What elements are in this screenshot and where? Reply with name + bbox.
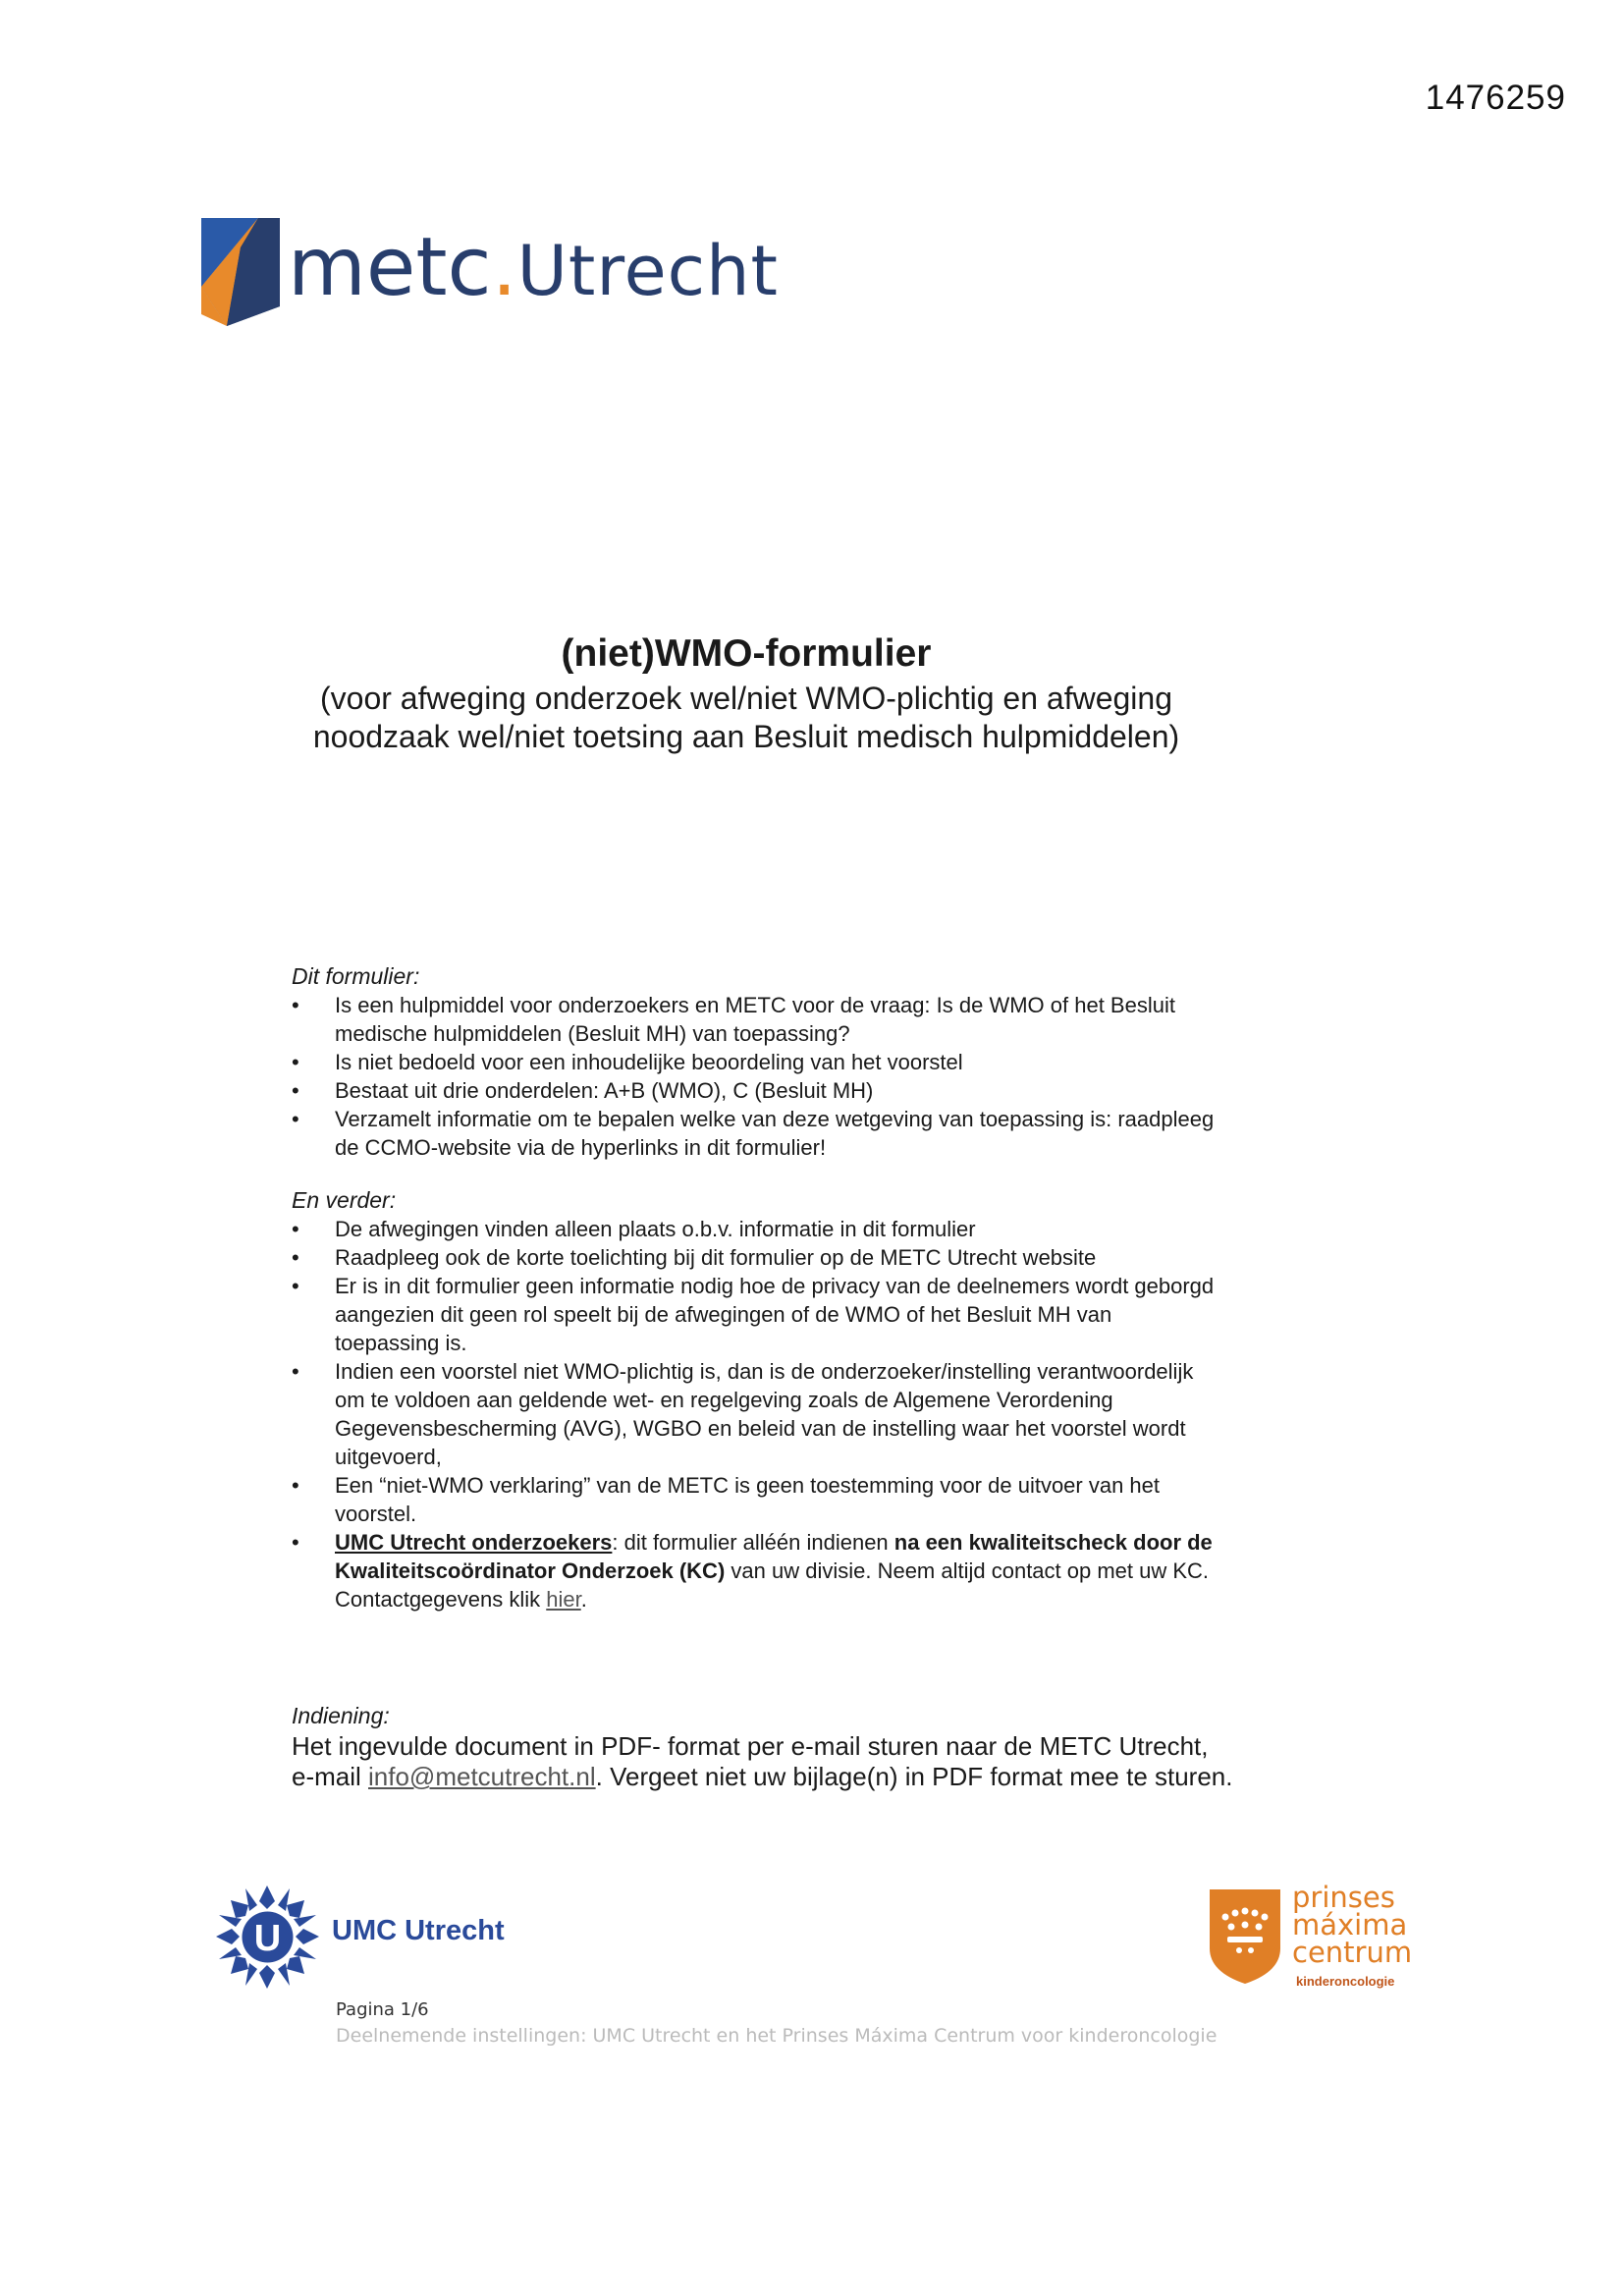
document-subtitle: (voor afweging onderzoek wel/niet WMO-plichtig en afweging noodzaak wel/niet toetsing aan Besluit medisch hulpmiddelen) <box>312 681 1180 754</box>
list-item: • Indien een voorstel niet WMO-plichtig is, dan is de onderzoeker/instelling verantwoordelijk om te voldoen aan geldende wet- en regelgeving zoals de Algemene Verordening Gegevensbescherming (AVG), WGBO en beleid van de instelling waar het voorstel wordt uitgevoerd, <box>292 1357 1215 1471</box>
list-item: • Bestaat uit drie onderdelen: A+B (WMO), C (Besluit MH) <box>292 1076 1215 1105</box>
bullet-list <box>292 991 1215 1162</box>
section-heading: Dit formulier: <box>292 963 420 989</box>
umc-onderzoekers-label: UMC Utrecht onderzoekers <box>335 1530 613 1555</box>
metc-logo-text: metc.Utrecht <box>288 221 779 314</box>
section-heading: Indiening: <box>292 1703 390 1728</box>
prinses-maxima-logo-text: prinses máxima centrum <box>1292 1881 1413 1969</box>
indiening-text: Het ingevulde document in PDF- format per e-mail sturen naar de METC Utrecht, e-mail info@metcutrecht.nl. Vergeet niet uw bijlage(n) in PDF format mee te sturen. <box>292 1731 1233 1791</box>
umc-utrecht-logo-mark-icon <box>216 1886 319 1989</box>
document-id: 1476259 <box>1425 79 1566 117</box>
footer-note: Deelnemende instellingen: UMC Utrecht en het Prinses Máxima Centrum voor kinderoncologie <box>336 2025 1218 2047</box>
bullet-list <box>292 1215 1215 1613</box>
list-item: • Is niet bedoeld voor een inhoudelijke beoordeling van het voorstel <box>292 1048 1215 1076</box>
prinses-maxima-crown-mark-icon <box>1210 1889 1280 1984</box>
title-block <box>0 629 1492 756</box>
document-title: (niet)WMO-formulier <box>561 632 932 675</box>
section-heading: En verder: <box>292 1187 397 1213</box>
list-item: • Een “niet-WMO verklaring” van de METC is geen toestemming voor de uitvoer van het voorstel. <box>292 1471 1215 1528</box>
section-indiening <box>292 1701 1234 1792</box>
prinses-maxima-centrum-logo <box>1210 1881 1445 1997</box>
section-en-verder <box>292 1186 1215 1613</box>
metc-utrecht-logo <box>201 214 790 332</box>
list-item-umc: • UMC Utrecht onderzoekers: dit formulier alléén indienen na een kwaliteitscheck door de Kwaliteitscoördinator Onderzoek (KC) van uw divisie. Neem altijd contact op met uw KC. Contactgegevens klik hier. <box>292 1528 1215 1613</box>
page-number: Pagina 1/6 <box>336 1999 429 2020</box>
section-dit-formulier <box>292 962 1215 1162</box>
list-item: • Er is in dit formulier geen informatie nodig hoe de privacy van de deelnemers wordt geborgd aangezien dit geen rol speelt bij de afwegingen of de WMO of het Besluit MH van toepassing is. <box>292 1272 1215 1357</box>
prinses-maxima-logo-subtext: kinderoncologie <box>1296 1974 1395 1989</box>
svg-text:U: U <box>253 1918 282 1959</box>
umc-utrecht-logo <box>216 1886 530 1994</box>
umc-utrecht-logo-text: UMC Utrecht <box>332 1915 505 1946</box>
metc-logo-mark-icon <box>201 218 280 326</box>
list-item: • De afwegingen vinden alleen plaats o.b.v. informatie in dit formulier <box>292 1215 1215 1243</box>
list-item: • Raadpleeg ook de korte toelichting bij dit formulier op de METC Utrecht website <box>292 1243 1215 1272</box>
contact-link[interactable]: hier <box>546 1587 581 1612</box>
kc-check-text: na een kwaliteitscheck door de Kwaliteitscoördinator Onderzoek (KC) <box>335 1530 1213 1583</box>
list-item: • Verzamelt informatie om te bepalen welke van deze wetgeving van toepassing is: raadpleeg de CCMO-website via de hyperlinks in dit formulier! <box>292 1105 1215 1162</box>
email-link[interactable]: info@metcutrecht.nl <box>368 1762 596 1791</box>
list-item: • Is een hulpmiddel voor onderzoekers en METC voor de vraag: Is de WMO of het Besluit medische hulpmiddelen (Besluit MH) van toepassing? <box>292 991 1215 1048</box>
